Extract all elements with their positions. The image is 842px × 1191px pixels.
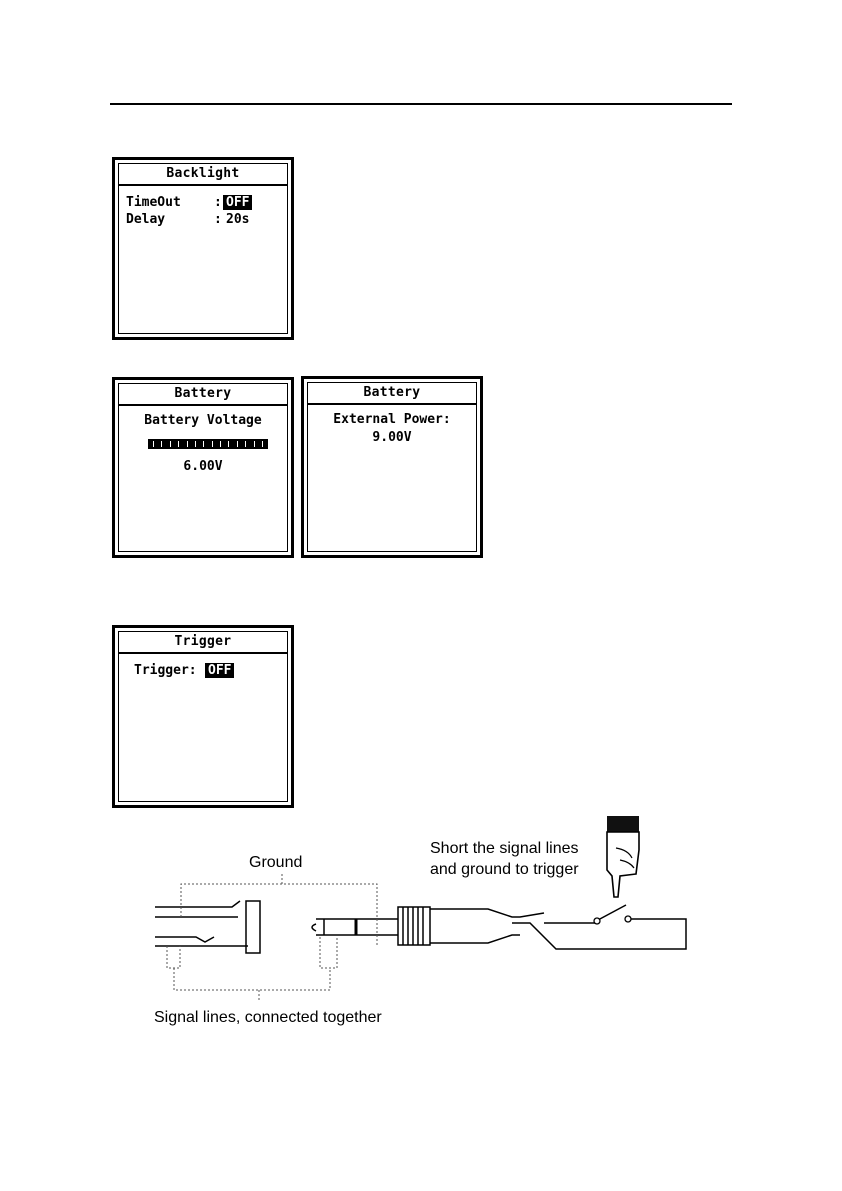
battery-segment bbox=[178, 441, 179, 447]
title-divider bbox=[119, 404, 287, 406]
delay-separator: : bbox=[214, 212, 222, 227]
screen-title: Battery bbox=[363, 385, 421, 400]
trigger-wiring-diagram bbox=[0, 810, 842, 1040]
battery-segment bbox=[170, 441, 171, 447]
battery-segment bbox=[220, 441, 221, 447]
screen-frame bbox=[118, 383, 288, 552]
timeout-value[interactable]: OFF bbox=[223, 195, 252, 210]
timeout-label: TimeOut bbox=[126, 195, 181, 210]
battery-segment bbox=[161, 441, 162, 447]
trigger-screen bbox=[112, 625, 294, 808]
title-divider bbox=[119, 184, 287, 186]
screen-frame bbox=[118, 163, 288, 334]
battery-segment bbox=[245, 441, 246, 447]
instruction-line-2: and ground to trigger bbox=[430, 861, 579, 878]
title-divider bbox=[308, 403, 476, 405]
battery-level-bar bbox=[148, 439, 268, 449]
pointing-hand-icon bbox=[607, 816, 639, 897]
backlight-screen bbox=[112, 157, 294, 340]
delay-value[interactable]: 20s bbox=[226, 212, 250, 227]
screen-title: Backlight bbox=[166, 166, 240, 181]
timeout-separator: : bbox=[214, 195, 222, 210]
battery-segment bbox=[212, 441, 213, 447]
battery-segment bbox=[228, 441, 229, 447]
delay-label: Delay bbox=[126, 212, 166, 227]
trigger-label: Trigger: bbox=[134, 663, 197, 678]
battery-segment bbox=[195, 441, 196, 447]
instruction-line-1: Short the signal lines bbox=[430, 840, 579, 857]
screen-frame bbox=[118, 631, 288, 802]
battery-voltage-label: Battery Voltage bbox=[144, 413, 262, 428]
battery-segment bbox=[203, 441, 204, 447]
external-power-label: External Power: bbox=[333, 412, 451, 427]
battery-segment bbox=[187, 441, 188, 447]
external-power-value: 9.00V bbox=[372, 430, 412, 445]
battery-segment bbox=[237, 441, 238, 447]
battery-voltage-value: 6.00V bbox=[183, 459, 223, 474]
battery-segment bbox=[262, 441, 263, 447]
external-power-screen bbox=[301, 376, 483, 558]
screen-title: Battery bbox=[174, 386, 232, 401]
screen-frame bbox=[307, 382, 477, 552]
header-rule bbox=[110, 103, 732, 105]
battery-segment bbox=[153, 441, 154, 447]
screen-title: Trigger bbox=[174, 634, 232, 649]
battery-segment bbox=[254, 441, 255, 447]
signal-lines-label: Signal lines, connected together bbox=[154, 1009, 382, 1026]
trigger-value[interactable]: OFF bbox=[205, 663, 234, 678]
title-divider bbox=[119, 652, 287, 654]
ground-label: Ground bbox=[249, 854, 303, 871]
battery-voltage-screen bbox=[112, 377, 294, 558]
